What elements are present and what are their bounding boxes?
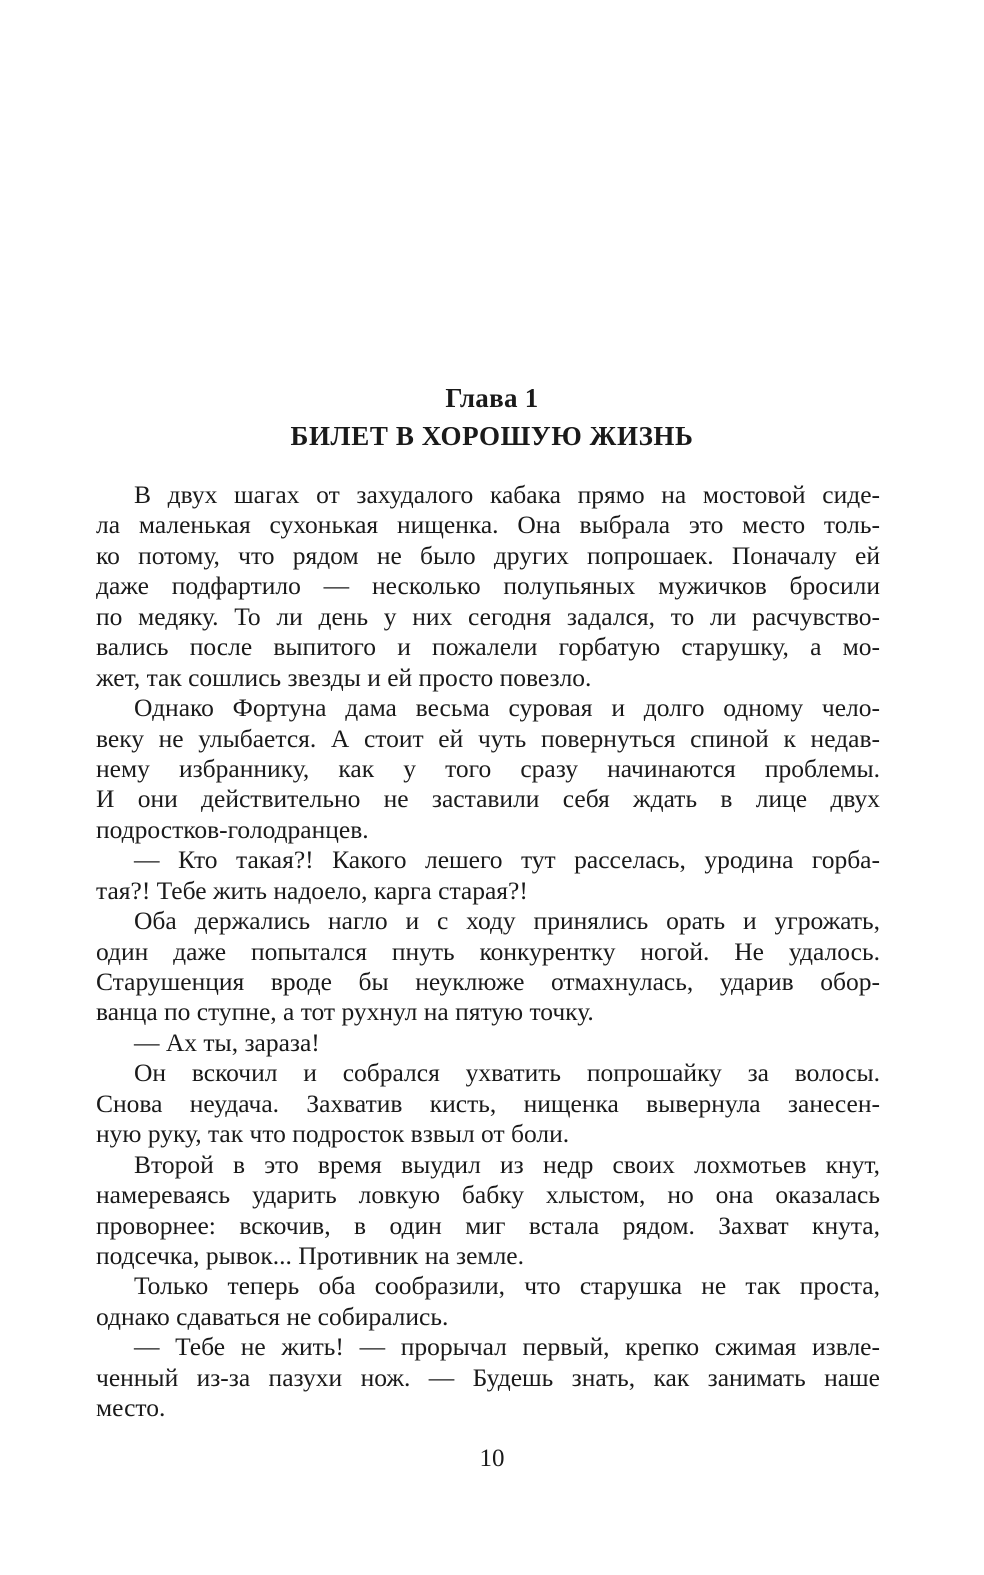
text-line: ченный из-за пазухи нож. — Будешь знать, как занимать наше: [96, 1362, 880, 1392]
text-line: И они действительно не заставили себя ждать в лице двух: [96, 784, 880, 814]
text-line: Снова неудача. Захватив кисть, нищенка вывернула занесен-: [96, 1088, 880, 1118]
text-line: ванца по ступне, а тот рухнул на пятую точку.: [96, 997, 594, 1027]
text-line: даже подфартило — несколько полупьяных мужичков бросили: [96, 571, 880, 601]
chapter-title: БИЛЕТ В ХОРОШУЮ ЖИЗНЬ: [290, 421, 694, 451]
text-line: подсечка, рывок... Противник на земле.: [96, 1240, 524, 1270]
chapter-number: Глава 1: [445, 383, 539, 413]
text-line: — Тебе не жить! — прорычал первый, крепко сжимая извле-: [134, 1332, 880, 1362]
text-line: нему избраннику, как у того сразу начинаются проблемы.: [96, 753, 880, 783]
text-line: проворнее: вскочив, в один миг встала рядом. Захват кнута,: [96, 1210, 880, 1240]
text-line: Оба держались нагло и с ходу принялись орать и угрожать,: [134, 906, 880, 936]
text-line: место.: [96, 1393, 166, 1423]
body-text: [96, 480, 880, 1424]
text-line: — Кто такая?! Какого лешего тут расселась, уродина горба-: [134, 845, 880, 875]
text-line: ную руку, так что подросток взвыл от боли.: [96, 1119, 570, 1149]
text-line: вались после выпитого и пожалели горбатую старушку, а мо-: [96, 632, 880, 662]
text-line: подростков-голодранцев.: [96, 814, 369, 844]
text-line: Старушенция вроде бы неуклюже отмахнулась, ударив обор-: [96, 967, 880, 996]
text-line: намереваясь ударить ловкую бабку хлыстом, но она оказалась: [96, 1180, 880, 1210]
text-line: жет, так сошлись звезды и ей просто повезло.: [96, 662, 592, 692]
text-line: один даже попытался пнуть конкурентку ногой. Не удалось.: [96, 936, 880, 966]
text-line: ла маленькая сухонькая нищенка. Она выбрала это место толь-: [96, 510, 880, 540]
text-line: — Ах ты, зараза!: [134, 1027, 320, 1057]
text-line: В двух шагах от захудалого кабака прямо на мостовой сиде-: [134, 480, 880, 509]
text-line: ко потому, что рядом не было других попрошаек. Поначалу ей: [96, 540, 880, 570]
text-line: однако сдаваться не собирались.: [96, 1301, 449, 1331]
page-number: 10: [479, 1445, 505, 1472]
text-line: Однако Фортуна дама весьма суровая и долго одному чело-: [134, 693, 880, 723]
text-line: Только теперь оба сообразили, что старушка не так проста,: [134, 1271, 880, 1301]
text-line: веку не улыбается. А стоит ей чуть повернуться спиной к недав-: [96, 723, 880, 753]
text-line: Он вскочил и собрался ухватить попрошайку за волосы.: [134, 1058, 880, 1088]
text-line: тая?! Тебе жить надоело, карга старая?!: [96, 875, 528, 905]
text-line: Второй в это время выудил из недр своих лохмотьев кнут,: [134, 1149, 880, 1179]
text-line: по медяку. То ли день у них сегодня задался, то ли расчувство-: [96, 601, 880, 631]
